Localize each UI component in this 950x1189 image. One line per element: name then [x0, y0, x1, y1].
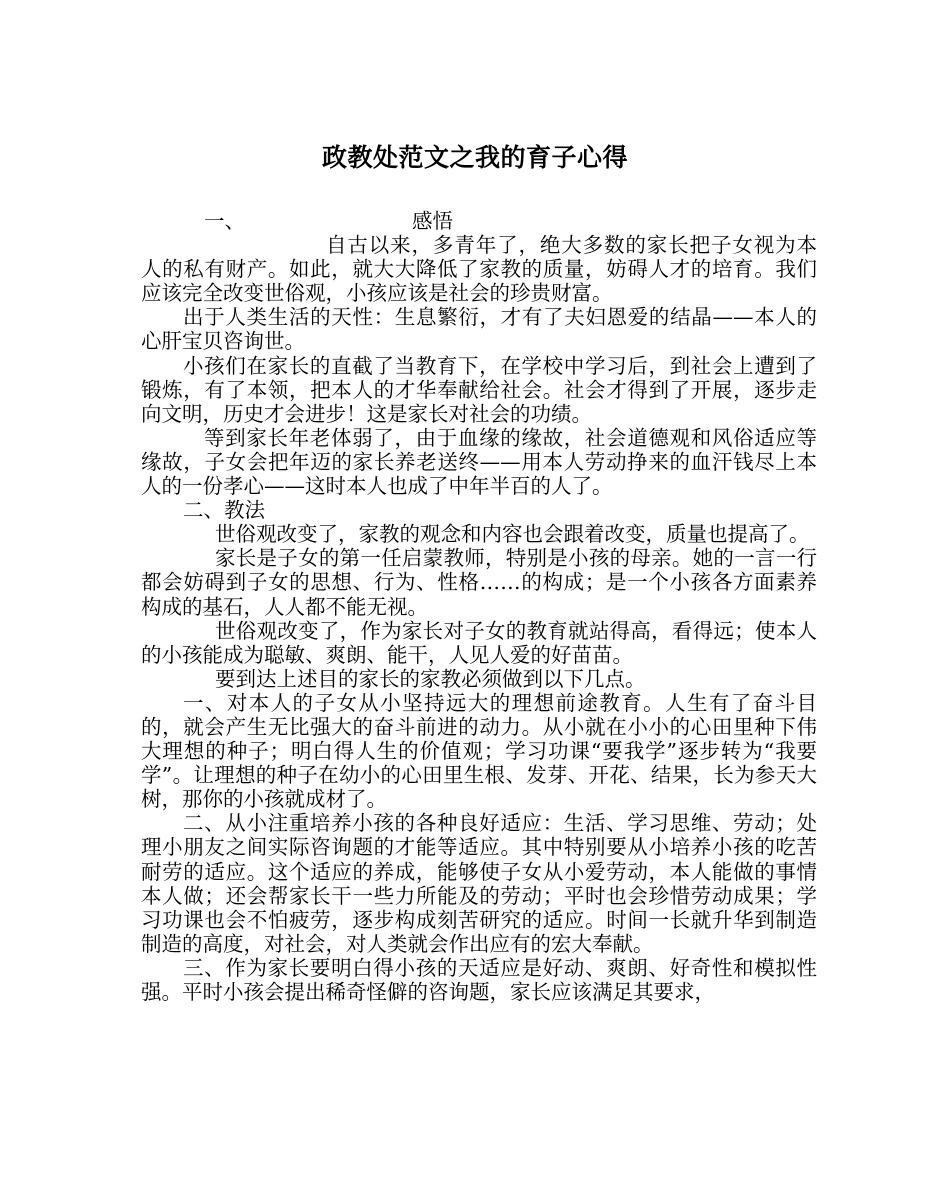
paragraph: 出于人类生活的天性：生息繁衍，才有了夫妇恩爱的结晶——本人的心肝宝贝咨询世。 — [141, 305, 817, 354]
paragraph: 世俗观改变了，作为家长对子女的教育就站得高，看得远；使本人的小孩能成为聪敏、爽朗、能干，人见人爱的好苗苗。 — [141, 618, 817, 667]
paragraph: 家长是子女的第一任启蒙教师，特别是小孩的母亲。她的一言一行都会妨碍到子女的思想、行为、性格……的构成；是一个小孩各方面素养构成的基石，人人都不能无视。 — [141, 546, 817, 619]
paragraph: 世俗观改变了，家教的观念和内容也会跟着改变，质量也提高了。 — [215, 522, 810, 547]
paragraph: 一、对本人的子女从小坚持远大的理想前途教育。人生有了奋斗目的，就会产生无比强大的奋斗前进的动力。从小就在小小的心田里种下伟大理想的种子；明白得人生的价值观；学习功课“要我学”逐步转为“我要学”。让理想的种子在幼小的心田里生根、发芽、开花、结果，长为参天大树，那你的小孩就成材了。 — [141, 690, 817, 812]
paragraph: 三、作为家长要明白得小孩的天适应是好动、爽朗、好奇性和模拟性强。平时小孩会提出稀奇怪僻的咨询题，家长应该满足其要求， — [141, 955, 817, 1004]
paragraph: 二、从小注重培养小孩的各种良好适应：生活、学习思维、劳动；处理小朋友之间实际咨询题的才能等适应。其中特别要从小培养小孩的吃苦耐劳的适应。这个适应的养成，能够使子女从小爱劳动，本人能做的事情本人做；还会帮家长干一些力所能及的劳动；平时也会珍惜劳动成果；学习功课也会不怕疲劳，逐步构成刻苦研究的适应。时间一长就升华到制造制造的高度，对社会，对人类就会作出应有的宏大奉献。 — [141, 811, 817, 956]
section-1-title: 感悟 — [412, 209, 453, 233]
section-heading-2: 二、教法 — [183, 498, 265, 523]
paragraph: 小孩们在家长的直截了当教育下，在学校中学习后，到社会上遭到了锻炼，有了本领，把本人的才华奉献给社会。社会才得到了开展，逐步走向文明，历史才会进步！这是家长对社会的功绩。 — [141, 353, 817, 426]
section-1-number: 一、 — [204, 209, 245, 233]
section-heading-1 — [141, 209, 817, 233]
paragraph: 等到家长年老体弱了，由于血缘的缘故，社会道德观和风俗适应等缘故，子女会把年迈的家长养老送终——用本人劳动挣来的血汗钱尽上本人的一份孝心——这时本人也成了中年半百的人了。 — [141, 425, 817, 499]
paragraph: 要到达上述目的家长的家教必须做到以下几点。 — [215, 666, 646, 691]
document-title: 政教处范文之我的育子心得 — [321, 143, 628, 172]
document-body — [141, 209, 817, 1004]
paragraph: 自古以来，多青年了，绝大多数的家长把子女视为本人的私有财产。如此，就大大降低了家教的质量，妨碍人才的培育。我们应该完全改变世俗观，小孩应该是社会的珍贵财富。 — [141, 233, 817, 306]
